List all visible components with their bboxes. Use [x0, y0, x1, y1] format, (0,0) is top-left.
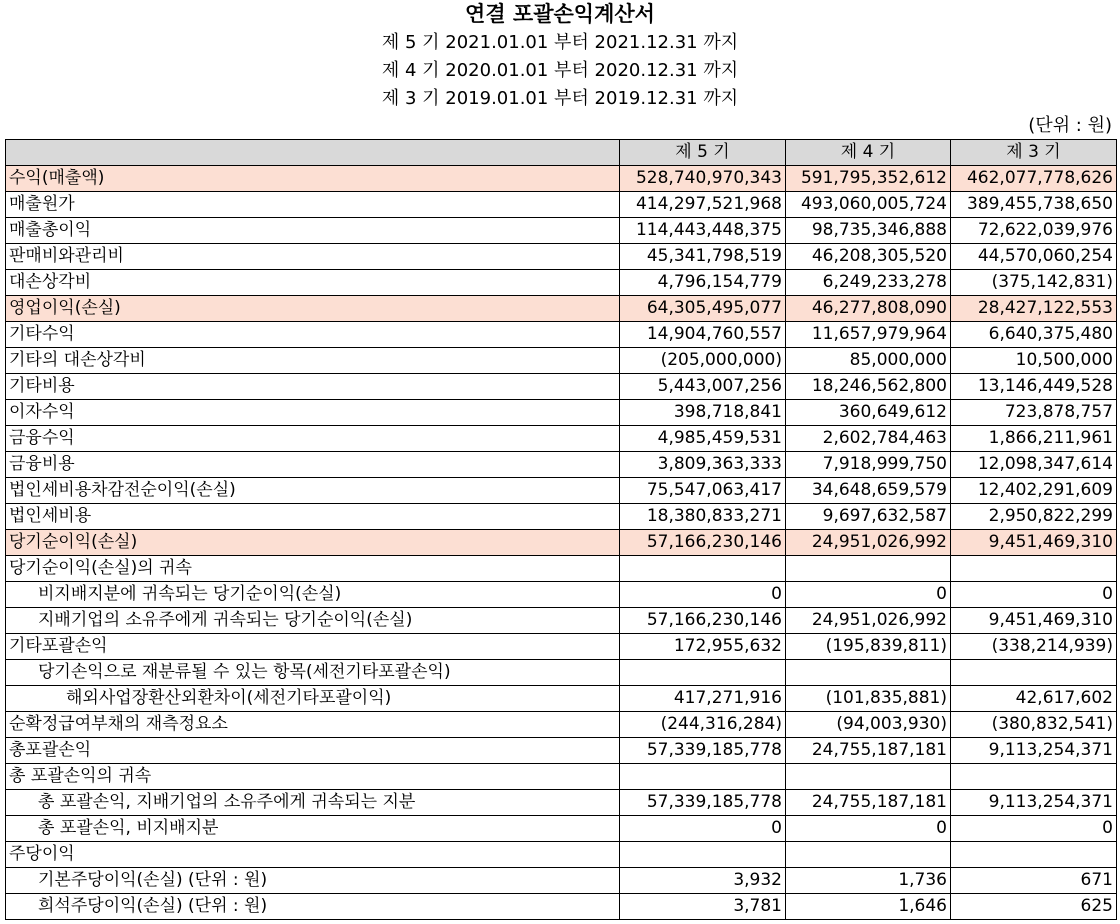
row-value-period-4: 0 [786, 582, 951, 608]
row-value-period-5: 18,380,833,271 [620, 504, 786, 530]
row-value-period-5: 4,796,154,779 [620, 270, 786, 296]
row-value-period-4: 24,951,026,992 [786, 608, 951, 634]
row-value-period-4: 1,736 [786, 868, 951, 894]
row-label: 순확정급여부채의 재측정요소 [6, 712, 620, 738]
row-value-period-3: 2,950,822,299 [951, 504, 1117, 530]
row-value-period-5: 114,443,448,375 [620, 218, 786, 244]
row-value-period-4: 9,697,632,587 [786, 504, 951, 530]
table-row-sga-expenses [6, 244, 1117, 270]
row-value-period-3: (380,832,541) [951, 712, 1117, 738]
row-label: 총포괄손익 [6, 738, 620, 764]
table-row-other-expenses [6, 374, 1117, 400]
row-value-period-3: (375,142,831) [951, 270, 1117, 296]
row-value-period-5: 64,305,495,077 [620, 296, 786, 322]
row-label: 주당이익 [6, 842, 620, 868]
row-label: 법인세비용차감전순이익(손실) [6, 478, 620, 504]
row-value-period-3: 42,617,602 [951, 686, 1117, 712]
row-value-period-3: 625 [951, 894, 1117, 920]
row-value-period-5: 3,781 [620, 894, 786, 920]
row-value-period-3: 0 [951, 582, 1117, 608]
row-value-period-5: (205,000,000) [620, 348, 786, 374]
row-value-period-4: 24,755,187,181 [786, 790, 951, 816]
table-row-earnings-per-share [6, 842, 1117, 868]
row-value-period-3: 10,500,000 [951, 348, 1117, 374]
row-value-period-4: 1,646 [786, 894, 951, 920]
row-value-period-4: 2,602,784,463 [786, 426, 951, 452]
column-header-period-4: 제 4 기 [786, 140, 951, 166]
row-value-period-3: 0 [951, 816, 1117, 842]
row-value-period-5: 398,718,841 [620, 400, 786, 426]
period-line-5: 제 5 기 2021.01.01 부터 2021.12.31 까지 [381, 32, 739, 53]
header-corner [6, 140, 620, 166]
row-value-period-3: 72,622,039,976 [951, 218, 1117, 244]
row-value-period-5: 417,271,916 [620, 686, 786, 712]
row-label: 기타비용 [6, 374, 620, 400]
table-row-total-comprehensive-owners [6, 790, 1117, 816]
row-value-period-3 [951, 842, 1117, 868]
row-value-period-3: 723,878,757 [951, 400, 1117, 426]
row-value-period-4: 46,208,305,520 [786, 244, 951, 270]
row-value-period-4: 7,918,999,750 [786, 452, 951, 478]
row-value-period-4: (195,839,811) [786, 634, 951, 660]
row-value-period-4: 34,648,659,579 [786, 478, 951, 504]
table-row-gross-profit [6, 218, 1117, 244]
row-value-period-4: 24,755,187,181 [786, 738, 951, 764]
row-value-period-5: (244,316,284) [620, 712, 786, 738]
table-row-foreign-currency-translation [6, 686, 1117, 712]
row-value-period-4 [786, 556, 951, 582]
row-value-period-3 [951, 764, 1117, 790]
row-value-period-3: 12,098,347,614 [951, 452, 1117, 478]
row-value-period-3: 13,146,449,528 [951, 374, 1117, 400]
row-label: 당기순이익(손실) [6, 530, 620, 556]
table-row-total-comprehensive-non-controlling [6, 816, 1117, 842]
table-row-revenue [6, 166, 1117, 192]
row-value-period-3: 12,402,291,609 [951, 478, 1117, 504]
table-row-net-income-owners [6, 608, 1117, 634]
row-label: 기본주당이익(손실) (단위 : 원) [6, 868, 620, 894]
row-value-period-5: 3,809,363,333 [620, 452, 786, 478]
row-label: 총 포괄손익, 비지배지분 [6, 816, 620, 842]
table-row-interest-income [6, 400, 1117, 426]
row-value-period-5: 57,339,185,778 [620, 790, 786, 816]
table-row-bad-debt-expense [6, 270, 1117, 296]
row-value-period-4: 591,795,352,612 [786, 166, 951, 192]
row-value-period-5 [620, 842, 786, 868]
table-row-finance-costs [6, 452, 1117, 478]
row-value-period-5: 4,985,459,531 [620, 426, 786, 452]
row-value-period-4: 493,060,005,724 [786, 192, 951, 218]
row-value-period-4: (101,835,881) [786, 686, 951, 712]
row-label: 기타포괄손익 [6, 634, 620, 660]
row-value-period-5: 14,904,760,557 [620, 322, 786, 348]
table-row-net-income-attribution [6, 556, 1117, 582]
statement-body [6, 166, 1117, 920]
row-value-period-3 [951, 660, 1117, 686]
row-value-period-5 [620, 660, 786, 686]
row-value-period-4: 24,951,026,992 [786, 530, 951, 556]
table-row-net-income-non-controlling [6, 582, 1117, 608]
row-label: 영업이익(손실) [6, 296, 620, 322]
table-row-other-bad-debt-expense [6, 348, 1117, 374]
table-row-remeasurement-defined-benefit [6, 712, 1117, 738]
row-value-period-4: 85,000,000 [786, 348, 951, 374]
header-row [6, 140, 1117, 166]
row-value-period-5: 57,166,230,146 [620, 530, 786, 556]
row-value-period-3: 671 [951, 868, 1117, 894]
row-value-period-4: 11,657,979,964 [786, 322, 951, 348]
table-row-total-comprehensive-attribution [6, 764, 1117, 790]
row-value-period-5: 172,955,632 [620, 634, 786, 660]
row-value-period-3: 1,866,211,961 [951, 426, 1117, 452]
row-value-period-5: 0 [620, 816, 786, 842]
row-label: 금융수익 [6, 426, 620, 452]
row-value-period-4: 18,246,562,800 [786, 374, 951, 400]
row-value-period-5: 0 [620, 582, 786, 608]
table-row-income-before-tax [6, 478, 1117, 504]
table-row-net-income [6, 530, 1117, 556]
row-label: 수익(매출액) [6, 166, 620, 192]
row-value-period-5 [620, 764, 786, 790]
column-header-period-5: 제 5 기 [620, 140, 786, 166]
page-title: 연결 포괄손익계산서 [465, 2, 655, 26]
table-row-diluted-eps [6, 894, 1117, 920]
period-line-4: 제 4 기 2020.01.01 부터 2020.12.31 까지 [381, 60, 739, 81]
row-value-period-5: 3,932 [620, 868, 786, 894]
table-row-cost-of-sales [6, 192, 1117, 218]
row-label: 당기순이익(손실)의 귀속 [6, 556, 620, 582]
row-value-period-3: 44,570,060,254 [951, 244, 1117, 270]
row-value-period-4 [786, 842, 951, 868]
row-label: 기타의 대손상각비 [6, 348, 620, 374]
row-value-period-5: 45,341,798,519 [620, 244, 786, 270]
row-label: 금융비용 [6, 452, 620, 478]
table-row-total-comprehensive-income [6, 738, 1117, 764]
row-value-period-3: 9,451,469,310 [951, 530, 1117, 556]
row-value-period-4: (94,003,930) [786, 712, 951, 738]
table-row-finance-income [6, 426, 1117, 452]
table-row-operating-income [6, 296, 1117, 322]
table-row-other-income [6, 322, 1117, 348]
row-label: 판매비와관리비 [6, 244, 620, 270]
row-label: 희석주당이익(손실) (단위 : 원) [6, 894, 620, 920]
row-value-period-3: 462,077,778,626 [951, 166, 1117, 192]
row-value-period-3: 28,427,122,553 [951, 296, 1117, 322]
row-value-period-3: (338,214,939) [951, 634, 1117, 660]
row-label: 기타수익 [6, 322, 620, 348]
row-value-period-5: 57,339,185,778 [620, 738, 786, 764]
row-label: 해외사업장환산외환차이(세전기타포괄이익) [6, 686, 620, 712]
row-label: 이자수익 [6, 400, 620, 426]
row-value-period-3: 9,451,469,310 [951, 608, 1117, 634]
row-label: 대손상각비 [6, 270, 620, 296]
row-label: 당기손익으로 재분류될 수 있는 항목(세전기타포괄손익) [6, 660, 620, 686]
row-value-period-3 [951, 556, 1117, 582]
row-value-period-3: 9,113,254,371 [951, 738, 1117, 764]
row-value-period-4: 98,735,346,888 [786, 218, 951, 244]
row-label: 매출총이익 [6, 218, 620, 244]
row-value-period-4: 360,649,612 [786, 400, 951, 426]
row-value-period-5: 528,740,970,343 [620, 166, 786, 192]
row-label: 총 포괄손익, 지배기업의 소유주에게 귀속되는 지분 [6, 790, 620, 816]
row-value-period-5: 5,443,007,256 [620, 374, 786, 400]
row-value-period-4 [786, 660, 951, 686]
row-value-period-5: 75,547,063,417 [620, 478, 786, 504]
row-label: 지배기업의 소유주에게 귀속되는 당기순이익(손실) [6, 608, 620, 634]
row-value-period-3: 9,113,254,371 [951, 790, 1117, 816]
table-row-other-comprehensive-income [6, 634, 1117, 660]
row-value-period-5: 57,166,230,146 [620, 608, 786, 634]
unit-label: (단위 : 원) [1028, 115, 1112, 136]
row-label: 법인세비용 [6, 504, 620, 530]
row-value-period-5 [620, 556, 786, 582]
row-value-period-4: 0 [786, 816, 951, 842]
row-value-period-4 [786, 764, 951, 790]
row-label: 매출원가 [6, 192, 620, 218]
table-row-reclassifiable-items [6, 660, 1117, 686]
row-value-period-5: 414,297,521,968 [620, 192, 786, 218]
row-value-period-3: 6,640,375,480 [951, 322, 1117, 348]
period-line-3: 제 3 기 2019.01.01 부터 2019.12.31 까지 [381, 88, 739, 109]
income-statement-table [5, 139, 1117, 920]
table-row-income-tax-expense [6, 504, 1117, 530]
row-value-period-4: 6,249,233,278 [786, 270, 951, 296]
column-header-period-3: 제 3 기 [951, 140, 1117, 166]
row-label: 비지배지분에 귀속되는 당기순이익(손실) [6, 582, 620, 608]
table-row-basic-eps [6, 868, 1117, 894]
row-label: 총 포괄손익의 귀속 [6, 764, 620, 790]
row-value-period-3: 389,455,738,650 [951, 192, 1117, 218]
row-value-period-4: 46,277,808,090 [786, 296, 951, 322]
